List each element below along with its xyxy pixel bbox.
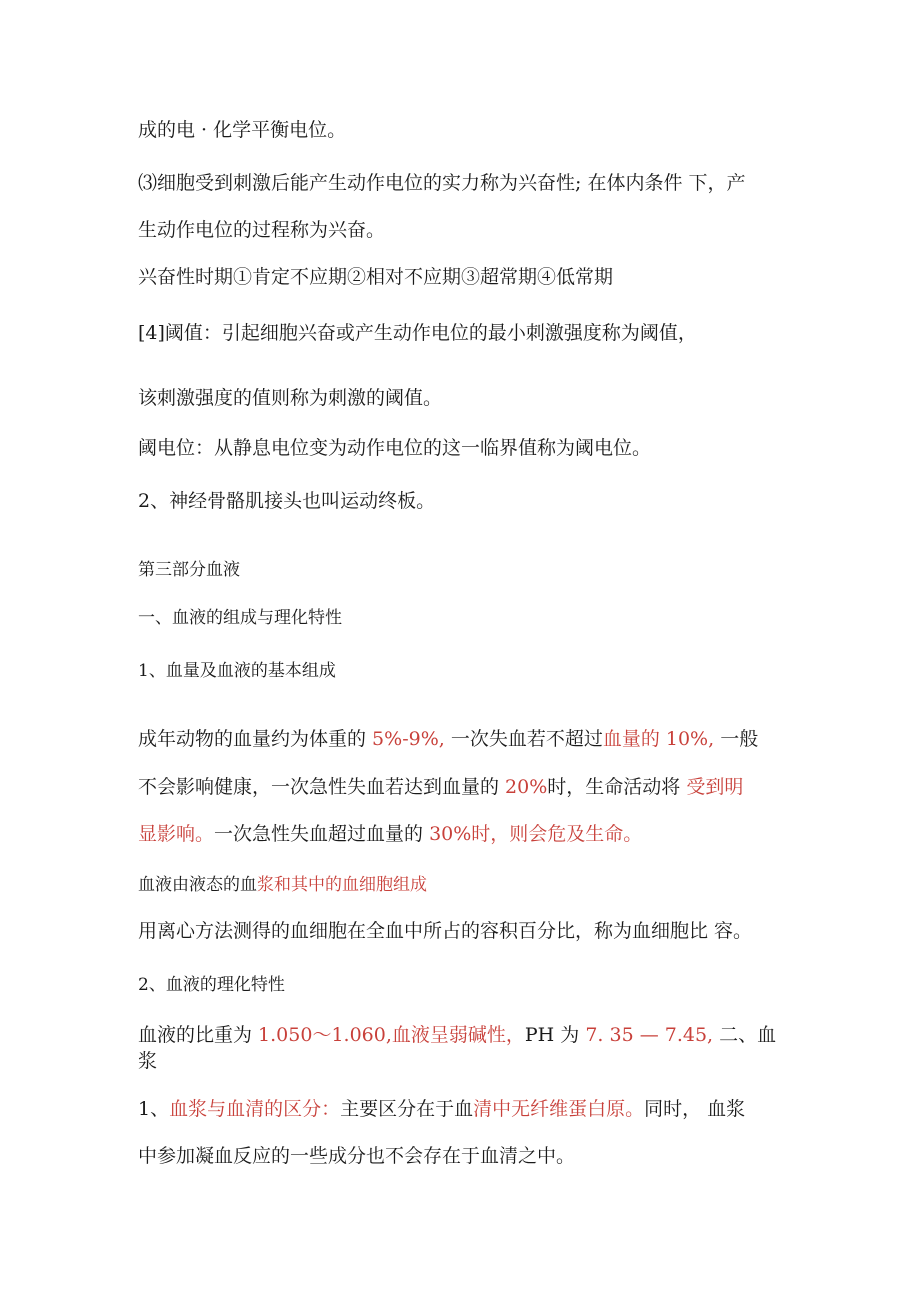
text: 主要区分在于血 [340,1098,474,1120]
highlight: 20% [505,776,548,798]
highlight: 显影响。 [138,823,215,845]
paragraph-excitability: ⑶细胞受到刺激后能产生动作电位的实力称为兴奋性; 在体内条件 下，产 [138,172,746,194]
text: 一般 [714,728,759,750]
highlight: 30%时，则会危及生命。 [429,823,643,845]
paragraph-blood-composition [138,872,427,898]
text: 成年动物的血量约为体重的 [138,728,373,750]
paragraph-excitation: 生动作电位的过程称为兴奋。 [138,219,386,241]
text: 时，生命活动将 [547,776,687,798]
paragraph-plasma-serum [138,1096,745,1122]
paragraph-plasma-serum-cont: 中参加凝血反应的一些成分也不会存在于血清之中。 [138,1145,576,1167]
paragraph-threshold-value: 该刺激强度的值则称为刺激的阈值。 [138,387,443,409]
text: 血液由液态的血 [138,875,257,895]
text: PH 为 [524,1024,586,1046]
text: 不会影响健康，一次急性失血若达到血量的 [138,776,506,798]
highlight: 血量的 10%, [602,728,715,750]
text: 同时， 血浆 [644,1098,746,1120]
text: 二、血浆 [138,1024,777,1072]
highlight: 1.050～1.060,血液呈弱碱性， [258,1024,525,1046]
blood-volume-line-2 [138,774,743,800]
text: 一次失血若不超过 [444,728,603,750]
blood-volume-line-3 [138,821,642,847]
text: 血液的比重为 [138,1024,259,1046]
text: 一次急性失血超过血量的 [214,823,430,845]
paragraph-excitability-periods: 兴奋性时期①肯定不应期②相对不应期③超常期④低常期 [138,266,614,288]
highlight: 清中无纤维蛋白原。 [473,1098,645,1120]
section-title-blood: 第三部分血液 [138,560,240,580]
heading-blood-composition: 一、血液的组成与理化特性 [138,608,342,628]
paragraph-equilibrium-potential: 成的电 · 化学平衡电位。 [138,119,347,141]
heading-blood-properties: 2、血液的理化特性 [138,975,285,995]
highlight: 浆和其中的血细胞组成 [257,875,427,895]
paragraph-blood-properties [138,1022,788,1074]
paragraph-threshold: [4]阈值：引起细胞兴奋或产生动作电位的最小刺激强度称为阈值， [138,322,697,344]
paragraph-hematocrit: 用离心方法测得的血细胞在全血中所占的容积百分比，称为血细胞比 容。 [138,920,753,942]
highlight: 受到明 [686,776,744,798]
heading-blood-volume: 1、血量及血液的基本组成 [138,661,336,681]
paragraph-threshold-potential: 阈电位：从静息电位变为动作电位的这一临界值称为阈电位。 [138,437,652,459]
text: 1、 [138,1098,170,1120]
paragraph-endplate: 2、神经骨骼肌接头也叫运动终板。 [138,490,436,512]
highlight: 7. 35 — 7.45, [585,1024,714,1046]
highlight: 5%-9%, [372,728,445,750]
highlight: 血浆与血清的区分： [169,1098,341,1120]
blood-volume-line-1 [138,726,758,752]
